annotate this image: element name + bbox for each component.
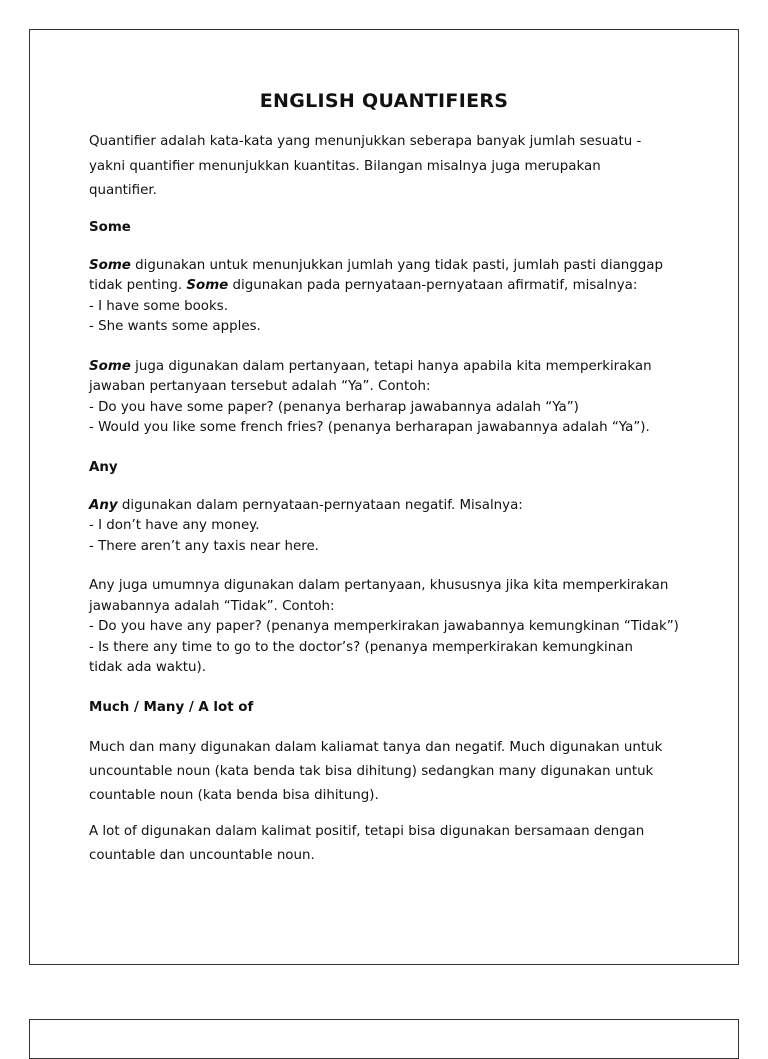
text-line: uncountable noun (kata benda tak bisa dihitung) sedangkan many digunakan untuk: [89, 763, 654, 779]
page-title: ENGLISH QUANTIFIERS: [259, 90, 509, 112]
much-paragraph-1: [89, 736, 699, 808]
some-paragraph-2: [89, 357, 699, 439]
intro-line: Quantifier adalah kata-kata yang menunjukkan seberapa banyak jumlah sesuatu -: [89, 134, 642, 149]
document-page: [29, 29, 739, 965]
text-line: digunakan untuk menunjukkan jumlah yang tidak pasti, jumlah pasti dianggap: [130, 257, 664, 273]
text-line: digunakan pada pernyataan-pernyataan afirmatif, misalnya:: [228, 278, 638, 293]
text-line: countable noun (kata benda bisa dihitung).: [89, 787, 379, 803]
example-line: - Do you have any paper? (penanya memperkirakan jawabannya kemungkinan “Tidak”): [89, 619, 679, 634]
text-line: juga digunakan dalam pertanyaan, tetapi hanya apabila kita memperkirakan: [130, 358, 652, 374]
keyword-some: Some: [186, 278, 229, 293]
example-line: - Is there any time to go to the doctor’s? (penanya memperkirakan kemungkinan: [89, 639, 633, 655]
any-paragraph-2: [89, 576, 699, 679]
document-body: [89, 130, 699, 880]
some-paragraph-1: [89, 256, 699, 338]
section-heading-some: Some: [89, 219, 131, 235]
text-line: Any juga umumnya digunakan dalam pertanyaan, khususnya jika kita memperkirakan: [89, 578, 669, 593]
example-line: - She wants some apples.: [89, 319, 261, 334]
example-line: - Would you like some french fries? (penanya berharapan jawabannya adalah “Ya”).: [89, 420, 650, 435]
example-line: - I have some books.: [89, 298, 228, 314]
text-line: countable dan uncountable noun.: [89, 847, 315, 863]
text-line: jawaban pertanyaan tersebut adalah “Ya”. Contoh:: [89, 379, 431, 394]
much-paragraph-2: [89, 820, 699, 868]
keyword-some: Some: [89, 358, 131, 374]
text-line: jawabannya adalah “Tidak”. Contoh:: [89, 598, 335, 614]
example-line: tidak ada waktu).: [89, 660, 206, 675]
example-line: - Do you have some paper? (penanya berharap jawabannya adalah “Ya”): [89, 399, 579, 415]
text-line: digunakan dalam pernyataan-pernyataan negatif. Misalnya:: [117, 497, 523, 513]
text-line: Much dan many digunakan dalam kaliamat tanya dan negatif. Much digunakan untuk: [89, 739, 663, 755]
text-line: tidak penting.: [89, 278, 187, 293]
section-heading-much-many: Much / Many / A lot of: [89, 699, 254, 715]
keyword-some: Some: [89, 257, 131, 273]
example-line: - I don’t have any money.: [89, 518, 260, 533]
example-line: - There aren’t any taxis near here.: [89, 538, 319, 554]
section-heading-any: Any: [89, 459, 118, 475]
intro-line: yakni quantifier menunjukkan kuantitas. Bilangan misalnya juga merupakan: [89, 158, 601, 174]
keyword-any: Any: [89, 497, 118, 513]
intro-paragraph: [89, 130, 699, 204]
next-page-edge: [29, 1019, 739, 1059]
text-line: A lot of digunakan dalam kalimat positif, tetapi bisa digunakan bersamaan dengan: [89, 823, 645, 839]
intro-line: quantifier.: [89, 183, 157, 198]
any-paragraph-1: [89, 496, 699, 558]
